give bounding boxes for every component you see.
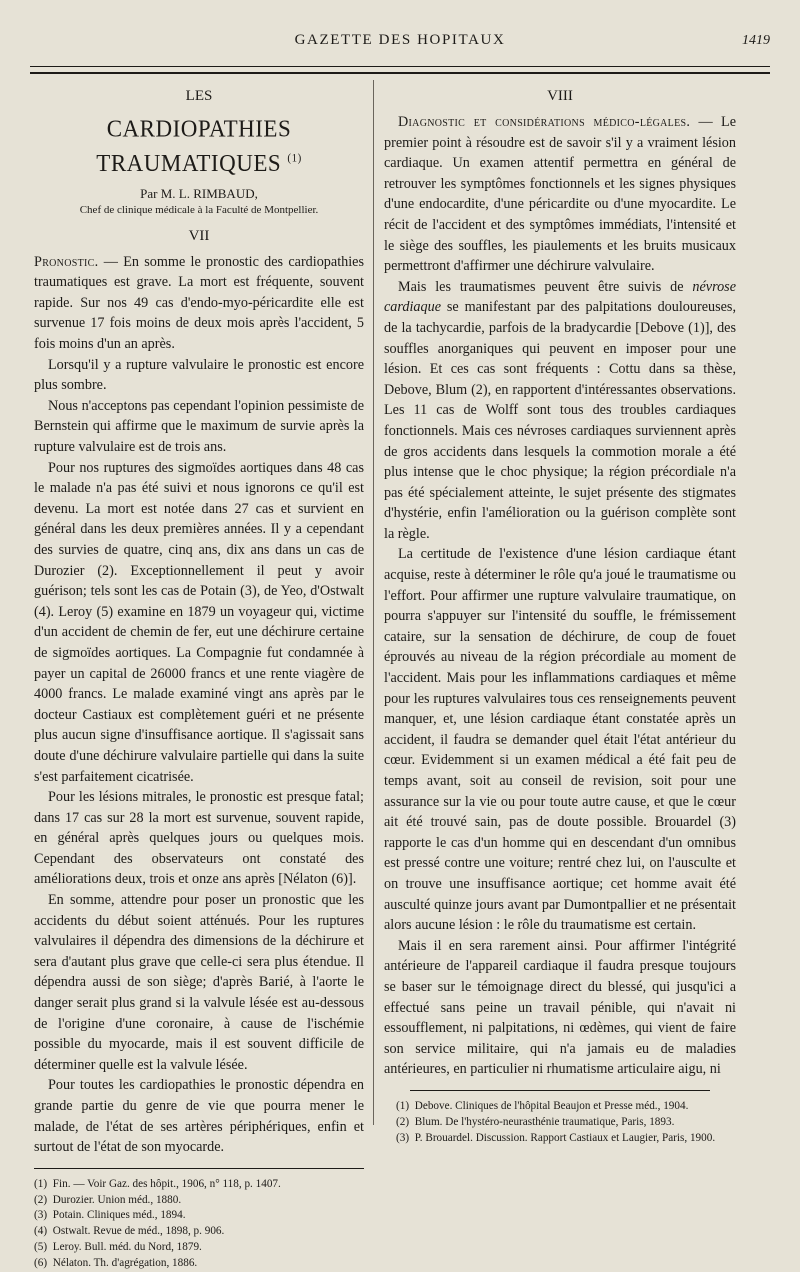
paragraph: En somme, attendre pour poser un pronostic que les accidents du début soient atténués. Pour les ruptures valvulaires il dépendra des dimensions de la déchirure et sera d'autant plus grave que celle-ci sera plus étendue. Il dépendra aussi de son siège; d'après Barié, à l'aorte le danger serait plus grand si la valvule lésée est au-dessous de l'origine d'une coronaire, à cause de l'ischémie possible du myocarde, mais il est souvent difficile de déterminer quelle est la valvule lésée. <box>34 892 364 1073</box>
paragraph: Pour nos ruptures des sigmoïdes aortiques dans 48 cas le malade n'a pas été suivi et nous ignorons ce qu'il est devenu. La mort est notée dans 27 cas et survient en général dans les deux premières années. Il y a cependant des survies de quatre, cinq ans, dix ans dans un cas de Durozier (2). Exceptionnellement il peut y avoir guérison; tels sont les cas de Potain (3), de Yeo, d'Ostwalt (4). Leroy (5) examine en 1879 un voyageur qui, victime d'un accident de chemin de fer, eut une déchirure certaine de sigmoïdes aortiques. La Compagnie fut condamnée à payer un capital de 26000 francs et une rente viagère de 4000 francs. Le malade examiné vingt ans après par le docteur Castiaux est complètement guéri et ne présente plus aucun signe d'insuffisance aortique. Il s'agissait sans doute d'une déchirure valvulaire partielle qui dans la suite s'est parfaitement cicatrisée. <box>34 459 364 785</box>
paragraph: Pour les lésions mitrales, le pronostic est presque fatal; dans 17 cas sur 28 la mort est survenue, souvent rapide, en général après quelques jours ou quelques mois. Cependant des observateurs ont constaté des améliorations deux, trois et onze ans après [Nélaton (6)]. <box>34 789 364 888</box>
footnote-text: Durozier. Union méd., 1880. <box>52 1193 182 1206</box>
article-kicker: LES <box>185 88 213 104</box>
footnote-text: Potain. Cliniques méd., 1894. <box>52 1209 186 1222</box>
paragraph-text: se manifestant par des palpitations douloureuses, de la tachycardie, parfois de la bradycardie [Debove (1)], des souffles anorganiques qui peuvent en imposer pour une lésion. Et ces cas sont fréquents : Cottu dans sa thèse, Debove, Blum (2), en rapportent d'intéressantes observations. Les 11 cas de Wolff sont tous des troubles cardiaques fonctionnels. Mais ces névroses cardiaques surviennent après de gros accidents dans lesquels la commotion morale a été plus intense que le choc physique; la région précordiale n'a pas été spécialement atteinte, le sujet présente des stigmates d'hystérie, enfin l'amélioration ou la guérison complète sont la règle. <box>384 299 736 542</box>
right-column <box>384 86 736 1146</box>
journal-title: GAZETTE DES HOPITAUX <box>294 32 506 48</box>
footnote <box>34 1224 364 1240</box>
footnote-mark: (3) <box>396 1131 410 1144</box>
paragraph <box>34 252 364 355</box>
footnotes <box>384 1099 736 1146</box>
article-title-text: CARDIOPATHIES TRAUMATIQUES <box>96 115 292 177</box>
footnote <box>34 1193 364 1209</box>
run-in-heading: Pronostic. <box>34 253 99 270</box>
footnote-text: Debove. Cliniques de l'hôpital Beaujon et Presse méd., 1904. <box>414 1099 689 1112</box>
footnotes <box>34 1177 364 1272</box>
footnote-mark: (4) <box>34 1225 48 1238</box>
header-rule <box>30 66 770 67</box>
footnote-mark: (3) <box>34 1209 48 1222</box>
paragraph: Lorsqu'il y a rupture valvulaire le pronostic est encore plus sombre. <box>34 356 364 394</box>
paragraph <box>384 112 736 277</box>
run-in-heading: Diagnostic et considérations médico-légales. <box>398 114 691 130</box>
footnote-text: Leroy. Bull. méd. du Nord, 1879. <box>52 1240 202 1253</box>
title-footnote-mark: (1) <box>287 152 302 165</box>
paragraph-text: Mais les traumatismes peuvent être suivis de <box>398 278 693 295</box>
footnote-text: Blum. De l'hystéro-neurasthénie traumatique, Paris, 1893. <box>414 1115 675 1128</box>
article-title <box>34 114 364 178</box>
footnote <box>384 1131 736 1147</box>
paragraph: Nous n'acceptons pas cependant l'opinion pessimiste de Bernstein qui affirme que le maximum de survie après la rupture valvulaire est de trois ans. <box>34 397 364 455</box>
footnote-mark: (6) <box>34 1256 48 1269</box>
footnote-text: Ostwalt. Revue de méd., 1898, p. 906. <box>52 1225 225 1238</box>
paragraph-text: — Le premier point à résoudre est de savoir s'il y a vraiment lésion cardiaque. Un examen attentif permettra en général de retrouver les symptômes fonctionnels et les signes physiques d'une endocardite, d'une péricardite ou d'une myocardite. Le récit de l'accident et des symptômes immédiats, l'intensité et le siège des souffles, les piaulements et les bruits musicaux permettront d'affirmer une déchirure valvulaire. <box>384 114 737 275</box>
footnote-mark: (5) <box>34 1240 48 1253</box>
footnote <box>34 1208 364 1224</box>
page-number: 1419 <box>742 33 770 48</box>
paragraph-text: — En somme le pronostic des cardiopathies traumatiques est grave. La mort est fréquente, souvent rapide. Sur nos 49 cas d'endo-myo-péricardite elle est survenue 17 fois moins de deux mois après l'accident, 5 fois moins d'un an après. <box>34 253 364 353</box>
footnote-mark: (2) <box>396 1115 410 1128</box>
section-number: VII <box>188 227 210 244</box>
paragraph: Mais il en sera rarement ainsi. Pour affirmer l'intégrité antérieure de l'appareil cardiaque il faudra presque toujours se baser sur le témoignage direct du blessé, qui jusqu'ici a effectué sans peine un travail pénible, qui n'avait ni essoufflement, ni palpitations, ni œdèmes, qui vient de faire son service militaire, qui n'a jamais eu de maladies antérieures, en particulier ni rhumatisme articulaire aigu, ni <box>384 937 736 1078</box>
author-affiliation: Chef de clinique médicale à la Faculté de Montpellier. <box>79 203 319 216</box>
footnote-text: Fin. — Voir Gaz. des hôpit., 1906, n° 118, p. 1407. <box>52 1177 281 1190</box>
footnote <box>34 1240 364 1256</box>
header-rule-thick <box>30 72 770 74</box>
footnote <box>34 1256 364 1272</box>
section-number: VIII <box>547 88 573 104</box>
footnote <box>384 1115 736 1131</box>
left-column <box>34 86 364 1272</box>
paragraph: Pour toutes les cardiopathies le pronostic dépendra en grande partie du genre de vie que pourra mener le malade, de l'état de ses artères périphériques, enfin et surtout de l'état de son myocarde. <box>34 1077 364 1156</box>
footnote-mark: (2) <box>34 1193 48 1206</box>
footnote <box>34 1177 364 1193</box>
footnote <box>384 1099 736 1115</box>
footnote-rule <box>410 1090 710 1091</box>
footnote-rule <box>34 1168 364 1169</box>
running-header <box>20 32 780 52</box>
article-author: Par M. L. RIMBAUD, <box>140 185 258 201</box>
footnote-text: Nélaton. Th. d'agrégation, 1886. <box>52 1256 198 1269</box>
footnote-mark: (1) <box>34 1177 48 1190</box>
paragraph <box>384 277 736 545</box>
column-divider <box>373 80 374 1125</box>
footnote-text: P. Brouardel. Discussion. Rapport Castiaux et Laugier, Paris, 1900. <box>414 1131 716 1144</box>
footnote-mark: (1) <box>396 1099 410 1112</box>
italic-term: névrose cardiaque <box>384 278 736 316</box>
paragraph: La certitude de l'existence d'une lésion cardiaque étant acquise, reste à déterminer le rôle qu'a joué le traumatisme ou l'effort. Pour affirmer une rupture valvulaire traumatique, on pourra s'appuyer sur l'intensité du souffle, le frémissement cataire, sur la sensation de déchirure, de coup de fouet éprouvés au niveau de la région précordiale au moment de l'accident. Mais pour les inflammations cardiaques et même pour les ruptures valvulaires tous ces renseignements peuvent manquer, et, une lésion cardiaque étant constatée après un accident, il faudra se demander quel était l'état antérieur du cœur. Evidemment si un examen médical a été fait peu de temps avant, soit au conseil de revision, soit pour une assurance sur la vie ou pour toute autre cause, et que le cœur ait été trouvé sain, pas de doute possible. Brouardel (3) rapporte le cas d'un homme qui en descendant d'un omnibus est pressé contre une voiture; rentré chez lui, on l'ausculte et on trouve une insuffisance aortique; cet homme avait été ausculté quinze jours avant par Dumontpallier et ne présentait alors aucune lésion : le rôle du traumatisme est certain. <box>384 546 736 934</box>
